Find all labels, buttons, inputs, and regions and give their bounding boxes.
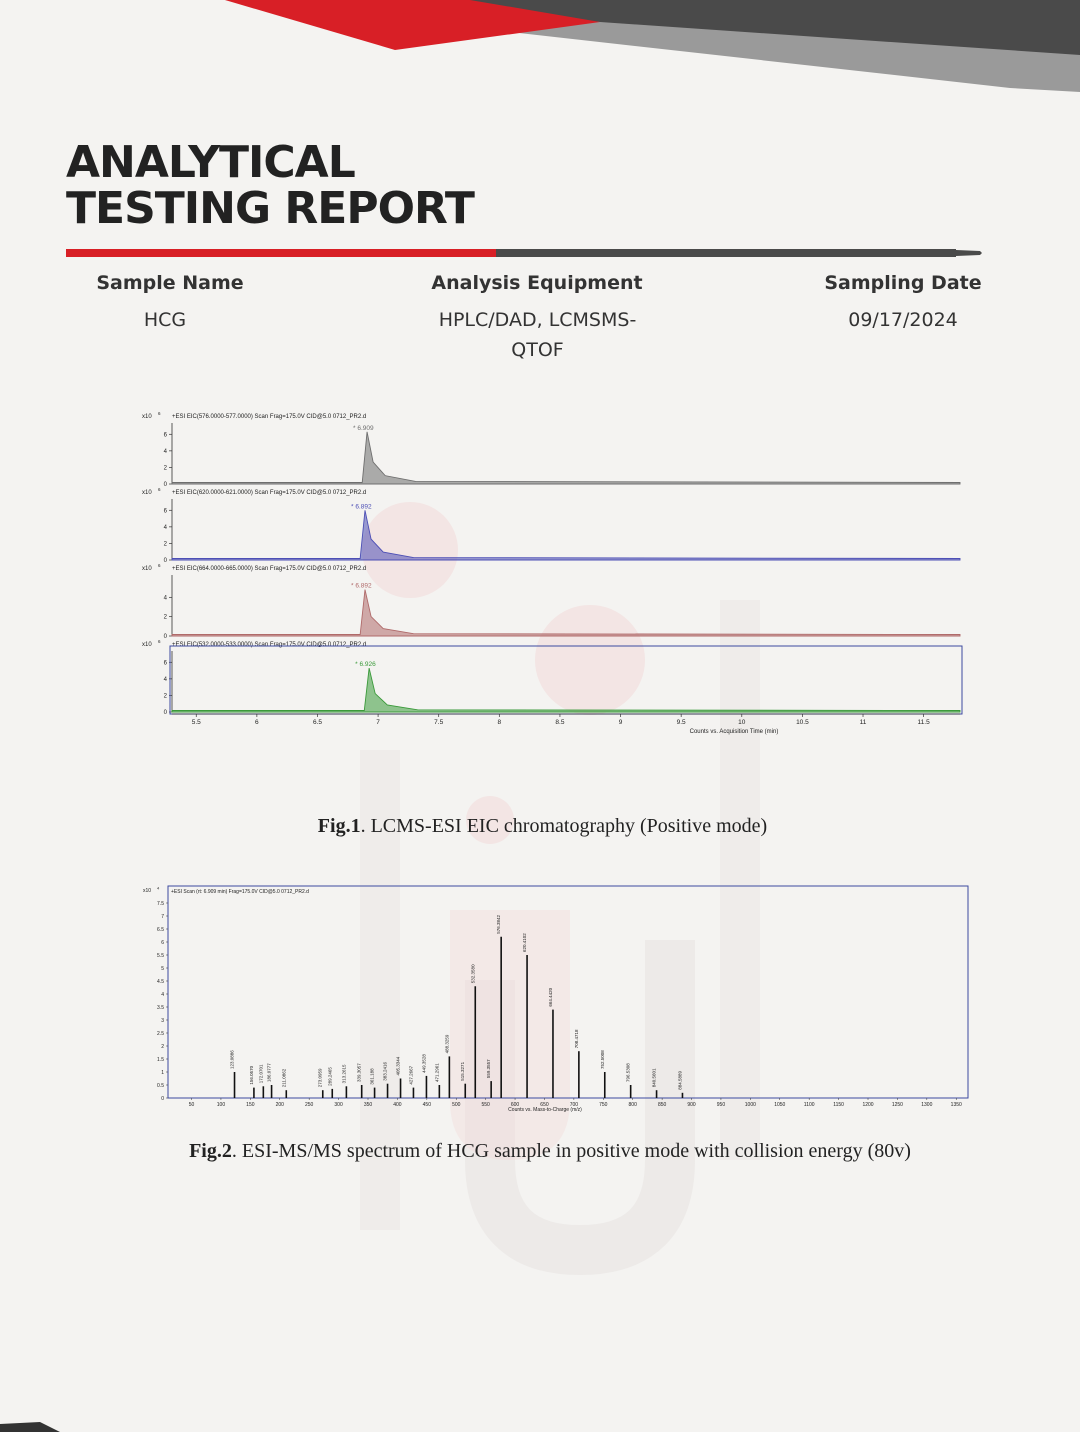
eic-exponent: 6 <box>158 487 161 492</box>
eic-x-tick-label: 9.5 <box>676 719 686 726</box>
title-divider <box>66 247 986 259</box>
eic-trace-title: +ESI EIC(664.0000-665.0000) Scan Frag=175.0V CID@5.0 0712_PR2.d <box>172 566 367 572</box>
ms-x-tick-label: 1300 <box>921 1102 933 1108</box>
ms-peak-label: 172.0701 <box>258 1064 264 1084</box>
report-title <box>66 137 474 234</box>
equipment-value-line2: QTOF <box>511 339 564 361</box>
ms-x-tick-label: 1050 <box>774 1102 786 1108</box>
ms-y-tick-label: 3.5 <box>157 1004 164 1011</box>
ms-y-tick-label: 7.5 <box>157 900 164 907</box>
ms-exponent: 4 <box>157 885 160 891</box>
ms-y-tick-label: 0 <box>161 1095 164 1102</box>
eic-x-tick-label: 6.5 <box>312 719 323 726</box>
eic-y-tick-label: 4 <box>163 448 167 455</box>
eic-y-tick-label: 2 <box>163 614 167 621</box>
ms-peak-label: 186.0777 <box>266 1063 272 1082</box>
ms-peak-label: 796.5308 <box>625 1063 631 1082</box>
eic-exponent-label: x10 <box>142 490 152 496</box>
sampling-date-value: 09/17/2024 <box>848 309 958 331</box>
ms-x-tick-label: 1150 <box>833 1102 844 1108</box>
fig1-caption-prefix: Fig.1 <box>317 815 361 837</box>
ms-y-tick-label: 6 <box>161 939 164 946</box>
ms-peak-label: 515.3271 <box>460 1061 466 1081</box>
eic-x-tick-label: 11 <box>859 719 867 726</box>
ms-y-tick-label: 7 <box>161 913 164 920</box>
eic-y-tick-label: 0 <box>163 482 167 488</box>
ms-peak-label: 620.4102 <box>522 933 528 952</box>
ms-peak-label: 488.3259 <box>444 1034 450 1054</box>
ms-peak-label: 427.2667 <box>408 1065 414 1085</box>
eic-y-tick-label: 6 <box>163 660 167 667</box>
ms-x-axis-label: Counts vs. Mass-to-Charge (m/z) <box>508 1107 582 1113</box>
sample-name-label: Sample Name <box>96 272 244 294</box>
eic-exponent: 6 <box>158 639 161 644</box>
ms-x-tick-label: 250 <box>305 1102 314 1108</box>
eic-exponent-label: x10 <box>142 642 152 648</box>
ms-y-tick-label: 1 <box>161 1069 164 1076</box>
ms-x-tick-label: 900 <box>687 1102 696 1108</box>
eic-peak-label: * 6.926 <box>355 661 376 669</box>
ms-x-tick-label: 350 <box>363 1102 373 1108</box>
ms-x-tick-label: 700 <box>569 1102 579 1108</box>
equipment-label: Analysis Equipment <box>431 272 643 294</box>
ms-x-tick-label: 950 <box>716 1102 726 1108</box>
ms-peak-label: 449.3528 <box>421 1054 427 1073</box>
eic-chromatogram <box>138 408 968 738</box>
eic-x-tick-label: 5.5 <box>191 719 201 726</box>
ms-y-tick-label: 1.5 <box>157 1056 164 1063</box>
ms-exponent-label: x10 <box>143 888 152 894</box>
fig2-caption-prefix: Fig.2 <box>189 1140 232 1162</box>
sampling-date-label: Sampling Date <box>824 272 982 294</box>
ms-x-tick-label: 800 <box>628 1102 637 1108</box>
fig1-caption <box>180 815 905 838</box>
ms-x-tick-label: 150 <box>246 1102 255 1108</box>
ms-y-tick-label: 0.5 <box>157 1082 164 1089</box>
fig1-caption-text: . LCMS-ESI EIC chromatography (Positive mode) <box>360 815 768 837</box>
eic-y-tick-label: 0 <box>163 710 167 716</box>
fig2-caption <box>120 1140 980 1163</box>
ms-header-label: +ESI Scan (rt: 6.909 min) Frag=175.0V CID@5.0 0712_PR2.d <box>171 889 309 895</box>
eic-y-tick-label: 2 <box>163 465 167 472</box>
ms-x-tick-label: 50 <box>188 1102 195 1108</box>
ms-peak-label: 559.3557 <box>486 1059 492 1079</box>
ms-peak-label: 884.5889 <box>677 1071 683 1090</box>
ms-y-tick-label: 4 <box>161 991 164 998</box>
eic-y-tick-label: 4 <box>163 676 167 683</box>
ms-x-tick-label: 750 <box>599 1102 608 1108</box>
eic-trace-4 <box>172 668 960 712</box>
ms-x-tick-label: 1100 <box>803 1102 815 1108</box>
ms-peak-label: 576.3842 <box>496 915 502 934</box>
eic-peak-label: * 6.892 <box>350 582 372 590</box>
eic-x-tick-label: 7.5 <box>434 719 444 726</box>
ms-x-tick-label: 100 <box>216 1102 226 1108</box>
ms-y-tick-label: 5 <box>161 965 164 972</box>
equipment-value-line1: HPLC/DAD, LCMSMS- <box>438 309 637 331</box>
sample-name-value: HCG <box>143 309 187 331</box>
ms-x-tick-label: 650 <box>540 1102 549 1108</box>
ms-x-tick-label: 850 <box>657 1102 667 1108</box>
ms-x-tick-label: 550 <box>481 1102 490 1108</box>
eic-trace-2 <box>172 510 960 560</box>
ms-peak-label: 339.3057 <box>356 1063 362 1082</box>
ms-x-tick-label: 200 <box>275 1102 284 1108</box>
ms-peak-label: 361.188 <box>369 1068 375 1085</box>
ms-peak-label: 405.3344 <box>395 1056 401 1076</box>
ms-ms-spectrum <box>140 884 970 1113</box>
footer-corner-band <box>0 1418 60 1432</box>
eic-trace-1 <box>172 432 960 484</box>
eic-x-tick-label: 8 <box>497 719 502 726</box>
eic-exponent: 6 <box>158 563 161 568</box>
eic-x-tick-label: 10.5 <box>796 719 809 726</box>
eic-y-tick-label: 0 <box>163 634 167 640</box>
eic-y-tick-label: 0 <box>163 558 167 564</box>
report-title-line1: ANALYTICAL <box>66 137 355 188</box>
ms-peak-label: 313.2615 <box>341 1064 347 1084</box>
header-banner <box>0 0 1080 100</box>
ms-plot-frame <box>168 886 968 1098</box>
ms-peak-label: 708.4718 <box>573 1029 579 1049</box>
ms-y-tick-label: 4.5 <box>157 978 164 985</box>
ms-peak-label: 123.0886 <box>229 1050 235 1069</box>
equipment-value <box>400 305 675 365</box>
eic-peak-label: * 6.909 <box>353 424 374 432</box>
eic-x-tick-label: 9 <box>618 719 623 726</box>
ms-x-tick-label: 1350 <box>950 1102 962 1108</box>
eic-trace-title: +ESI EIC(576.0000-577.0000) Scan Frag=175.0V CID@5.0 0712_PR2.d <box>172 414 367 420</box>
eic-x-tick-label: 10 <box>738 719 746 726</box>
ms-x-tick-label: 400 <box>393 1102 402 1108</box>
eic-x-axis-label: Counts vs. Acquisition Time (min) <box>689 729 779 735</box>
ms-x-tick-label: 300 <box>334 1102 343 1108</box>
ms-peak-label: 211.0862 <box>281 1068 287 1088</box>
ms-y-tick-label: 2.5 <box>157 1030 164 1037</box>
ms-peak-label: 664.4420 <box>547 987 553 1007</box>
ms-y-tick-label: 2 <box>161 1043 164 1050</box>
eic-y-tick-label: 6 <box>163 432 167 439</box>
ms-peak-label: 289.2465 <box>327 1067 333 1086</box>
eic-x-tick-label: 8.5 <box>555 719 565 726</box>
eic-peak-label: * 6.892 <box>350 503 372 511</box>
ms-y-tick-label: 5.5 <box>157 952 164 959</box>
eic-trace-3 <box>172 590 960 636</box>
eic-y-tick-label: 2 <box>163 693 167 700</box>
ms-x-tick-label: 450 <box>422 1102 431 1108</box>
eic-exponent: 6 <box>158 411 161 416</box>
ms-x-tick-label: 600 <box>510 1102 520 1108</box>
ms-x-tick-label: 1250 <box>891 1102 903 1108</box>
eic-trace-title: +ESI EIC(532.0000-533.0000) Scan Frag=175.0V CID@5.0 0712_PR2.d <box>172 642 367 648</box>
ms-y-tick-label: 6.5 <box>157 926 164 933</box>
ms-x-tick-label: 500 <box>452 1102 461 1108</box>
eic-trace-title: +ESI EIC(620.0000-621.0000) Scan Frag=175.0V CID@5.0 0712_PR2.d <box>172 490 367 496</box>
eic-x-tick-label: 7 <box>376 719 380 726</box>
eic-exponent-label: x10 <box>142 566 152 572</box>
eic-y-tick-label: 4 <box>163 524 167 531</box>
eic-y-tick-label: 6 <box>163 508 167 515</box>
ms-peak-label: 532.3580 <box>470 964 476 984</box>
ms-peak-label: 156.0570 <box>248 1065 254 1085</box>
ms-peak-label: 273.0959 <box>317 1068 323 1088</box>
ms-x-tick-label: 1000 <box>744 1102 756 1108</box>
eic-x-tick-label: 6 <box>255 719 259 726</box>
ms-peak-label: 471.2961 <box>434 1063 440 1082</box>
ms-peak-label: 383.2416 <box>382 1061 388 1081</box>
eic-y-tick-label: 4 <box>163 595 167 602</box>
eic-y-tick-label: 2 <box>163 541 167 548</box>
ms-peak-label: 840.5601 <box>651 1068 657 1088</box>
eic-exponent-label: x10 <box>142 414 152 420</box>
ms-y-tick-label: 3 <box>161 1017 164 1024</box>
eic-x-tick-label: 11.5 <box>917 719 930 726</box>
report-title-line2: TESTING REPORT <box>66 183 474 234</box>
eic-selected-frame <box>170 646 962 714</box>
ms-x-tick-label: 1200 <box>862 1102 874 1108</box>
ms-peak-label: 752.5008 <box>599 1050 605 1069</box>
fig2-caption-text: . ESI-MS/MS spectrum of HCG sample in positive mode with collision energy (80v) <box>231 1140 911 1162</box>
